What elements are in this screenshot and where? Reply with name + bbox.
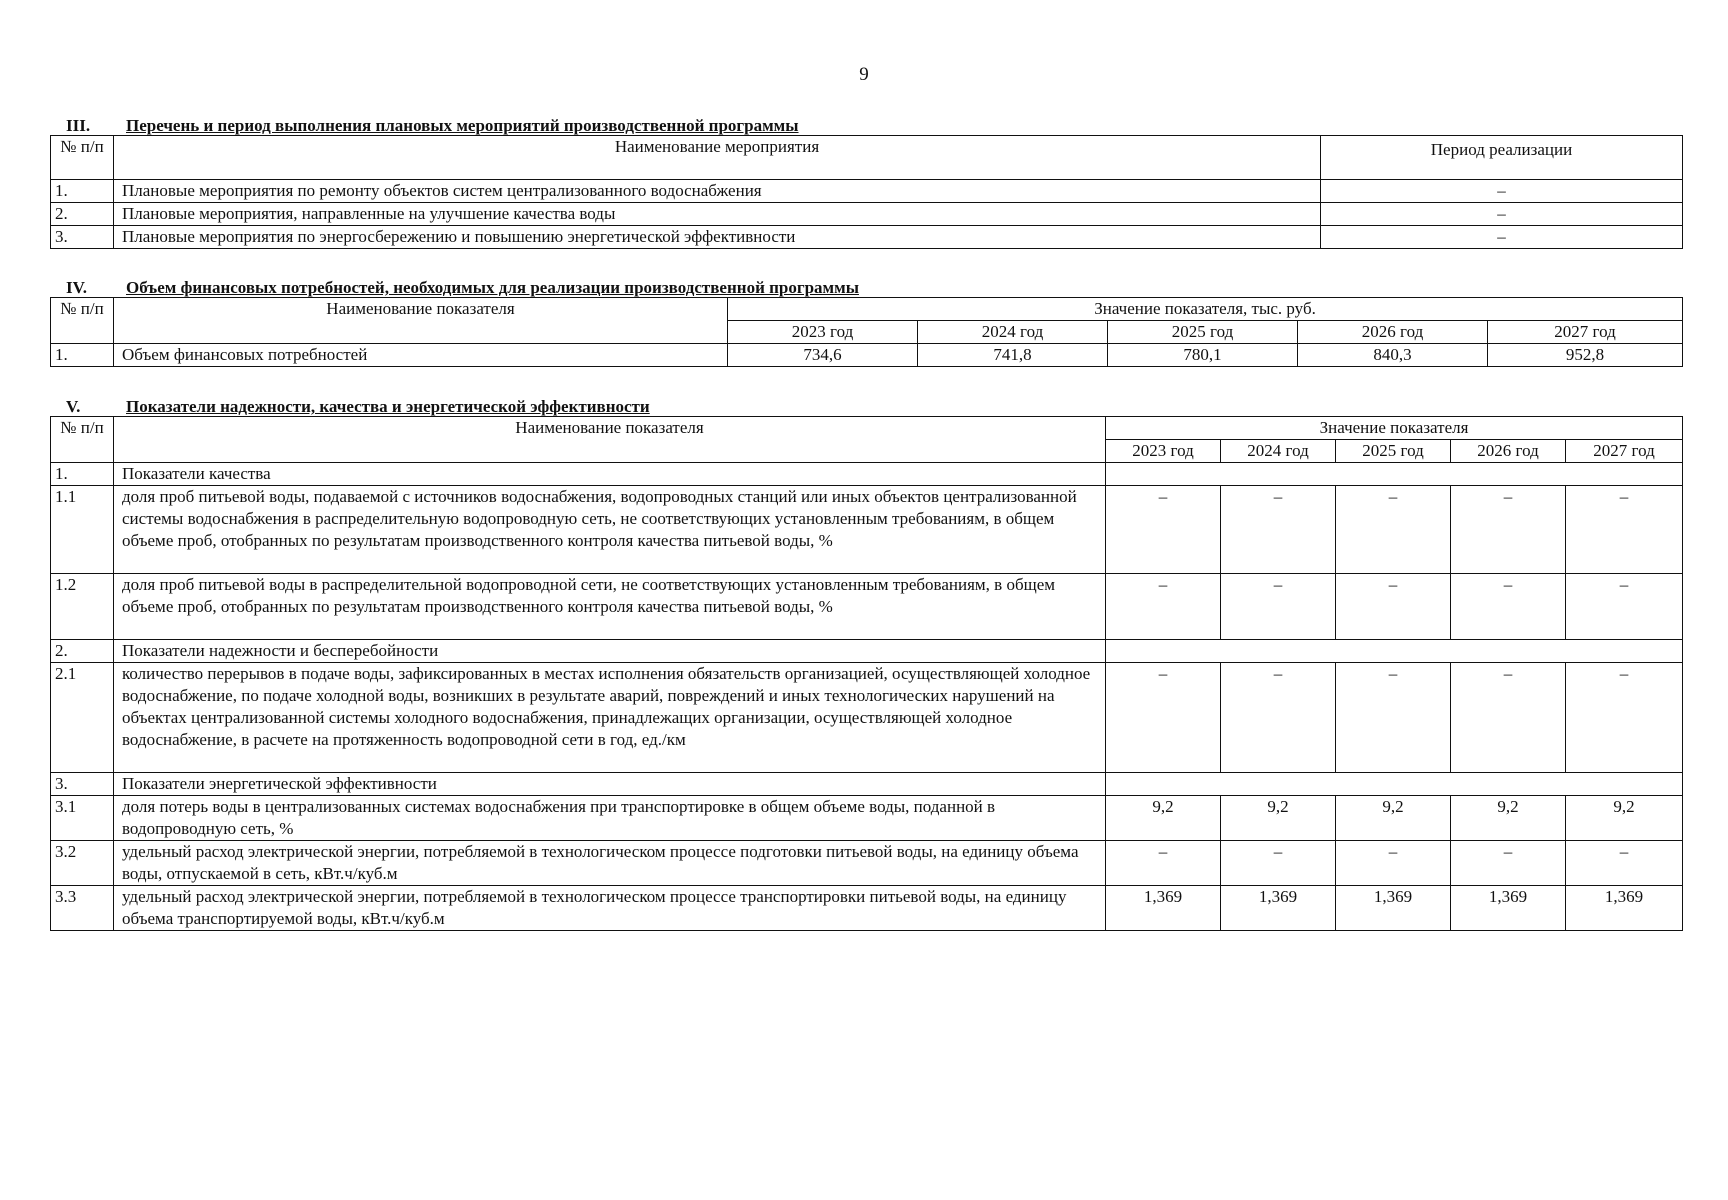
row-name: доля проб питьевой воды, подаваемой с источников водоснабжения, водопроводных станций или иных объектов централизованной системы водоснабжения в распределительную водопроводную сеть, не соответствующих установленным требованиям, в общем объеме проб, отобранных по результатам производственного контроля качества питьевой воды, % [114, 486, 1106, 574]
row-value: 734,6 [728, 344, 918, 367]
row-value: – [1106, 486, 1221, 574]
group-value-cell [1106, 773, 1683, 796]
col-header-no: № п/п [51, 417, 114, 463]
row-value: 9,2 [1566, 796, 1683, 841]
row-value: 9,2 [1221, 796, 1336, 841]
table-row [51, 663, 1683, 773]
section-title: Показатели надежности, качества и энергетической эффективности [126, 397, 650, 416]
row-value: – [1106, 574, 1221, 640]
row-value: – [1451, 486, 1566, 574]
row-value: 952,8 [1488, 344, 1683, 367]
row-value: 1,369 [1106, 886, 1221, 931]
row-name: количество перерывов в подаче воды, зафиксированных в местах исполнения обязательств организацией, осуществляющей холодное водоснабжение, по подаче холодной воды, возникших в результате аварий, повреждений и иных технологических нарушений на объектах централизованной системы холодного водоснабжения, принадлежащих организации, осуществляющей холодное водоснабжение, в расчете на протяженность водопроводной сети в год, ед./км [114, 663, 1106, 773]
row-number: 2.1 [51, 663, 114, 773]
group-row [51, 640, 1683, 663]
row-value: – [1221, 663, 1336, 773]
row-period: – [1321, 226, 1683, 249]
row-value: – [1451, 841, 1566, 886]
table-row [51, 180, 1683, 203]
row-value: – [1451, 663, 1566, 773]
col-header-name: Наименование мероприятия [114, 136, 1321, 180]
row-value: 741,8 [918, 344, 1108, 367]
row-number: 3. [51, 773, 114, 796]
row-number: 1. [51, 180, 114, 203]
row-number: 3. [51, 226, 114, 249]
section-4 [50, 279, 1682, 367]
row-number: 1. [51, 344, 114, 367]
row-value: 780,1 [1108, 344, 1298, 367]
row-value: – [1336, 574, 1451, 640]
row-number: 2. [51, 640, 114, 663]
col-header-year: 2027 год [1488, 321, 1683, 344]
finance-table [50, 297, 1683, 367]
col-header-year: 2027 год [1566, 440, 1683, 463]
section-5-heading [50, 398, 1682, 416]
section-title: Перечень и период выполнения плановых мероприятий производственной программы [126, 116, 799, 135]
group-name: Показатели качества [114, 463, 1106, 486]
row-value: – [1566, 486, 1683, 574]
table-header-row [51, 136, 1683, 180]
row-number: 3.1 [51, 796, 114, 841]
section-number: IV. [66, 278, 87, 297]
row-number: 2. [51, 203, 114, 226]
col-header-name: Наименование показателя [114, 298, 728, 344]
table-row [51, 486, 1683, 574]
col-header-year: 2025 год [1336, 440, 1451, 463]
section-title: Объем финансовых потребностей, необходимых для реализации производственной программы [126, 278, 859, 297]
section-5 [50, 398, 1682, 931]
col-header-value: Значение показателя [1106, 417, 1683, 440]
row-name: Плановые мероприятия по ремонту объектов систем централизованного водоснабжения [114, 180, 1321, 203]
group-name: Показатели энергетической эффективности [114, 773, 1106, 796]
table-row [51, 796, 1683, 841]
row-number: 3.2 [51, 841, 114, 886]
page-number: 9 [859, 64, 869, 85]
row-value: – [1566, 663, 1683, 773]
table-header-row [51, 417, 1683, 440]
group-value-cell [1106, 463, 1683, 486]
row-number: 1. [51, 463, 114, 486]
row-value: – [1566, 841, 1683, 886]
row-name: Плановые мероприятия, направленные на улучшение качества воды [114, 203, 1321, 226]
row-value: – [1451, 574, 1566, 640]
group-value-cell [1106, 640, 1683, 663]
col-header-no: № п/п [51, 298, 114, 344]
section-3-heading [50, 117, 1682, 135]
row-name: доля потерь воды в централизованных системах водоснабжения при транспортировке в общем объеме воды, поданной в водопроводную сеть, % [114, 796, 1106, 841]
col-header-period: Период реализации [1321, 136, 1683, 180]
events-table [50, 135, 1683, 249]
row-value: 9,2 [1336, 796, 1451, 841]
table-row [51, 574, 1683, 640]
col-header-year: 2024 год [1221, 440, 1336, 463]
row-value: 9,2 [1451, 796, 1566, 841]
col-header-value: Значение показателя, тыс. руб. [728, 298, 1683, 321]
row-value: – [1221, 841, 1336, 886]
section-4-heading [50, 279, 1682, 297]
row-value: 1,369 [1221, 886, 1336, 931]
group-row [51, 463, 1683, 486]
col-header-year: 2025 год [1108, 321, 1298, 344]
col-header-name: Наименование показателя [114, 417, 1106, 463]
row-name: Плановые мероприятия по энергосбережению и повышению энергетической эффективности [114, 226, 1321, 249]
row-name: удельный расход электрической энергии, потребляемой в технологическом процессе подготовки питьевой воды, на единицу объема воды, отпускаемой в сеть, кВт.ч/куб.м [114, 841, 1106, 886]
col-header-year: 2023 год [728, 321, 918, 344]
col-header-no: № п/п [51, 136, 114, 180]
indicators-table [50, 416, 1683, 931]
col-header-year: 2024 год [918, 321, 1108, 344]
row-value: – [1221, 574, 1336, 640]
row-name: доля проб питьевой воды в распределительной водопроводной сети, не соответствующих установленным требованиям, в общем объеме проб, отобранных по результатам производственного контроля качества питьевой воды, % [114, 574, 1106, 640]
row-value: 9,2 [1106, 796, 1221, 841]
row-name: удельный расход электрической энергии, потребляемой в технологическом процессе транспортировки питьевой воды, на единицу объема транспортируемой воды, кВт.ч/куб.м [114, 886, 1106, 931]
col-header-year: 2023 год [1106, 440, 1221, 463]
table-row [51, 841, 1683, 886]
row-period: – [1321, 180, 1683, 203]
row-value: – [1106, 841, 1221, 886]
row-value: – [1106, 663, 1221, 773]
group-row [51, 773, 1683, 796]
col-header-year: 2026 год [1451, 440, 1566, 463]
row-value: 1,369 [1451, 886, 1566, 931]
col-header-year: 2026 год [1298, 321, 1488, 344]
table-header-row [51, 298, 1683, 321]
row-value: – [1336, 486, 1451, 574]
row-number: 3.3 [51, 886, 114, 931]
row-value: – [1336, 841, 1451, 886]
section-3 [50, 117, 1682, 249]
row-name: Объем финансовых потребностей [114, 344, 728, 367]
row-period: – [1321, 203, 1683, 226]
section-number: V. [66, 397, 81, 416]
row-number: 1.1 [51, 486, 114, 574]
section-number: III. [66, 116, 91, 135]
row-value: – [1566, 574, 1683, 640]
table-row [51, 226, 1683, 249]
table-row [51, 344, 1683, 367]
row-value: – [1221, 486, 1336, 574]
row-value: 1,369 [1336, 886, 1451, 931]
row-number: 1.2 [51, 574, 114, 640]
group-name: Показатели надежности и бесперебойности [114, 640, 1106, 663]
row-value: 840,3 [1298, 344, 1488, 367]
table-row [51, 203, 1683, 226]
row-value: 1,369 [1566, 886, 1683, 931]
table-row [51, 886, 1683, 931]
row-value: – [1336, 663, 1451, 773]
